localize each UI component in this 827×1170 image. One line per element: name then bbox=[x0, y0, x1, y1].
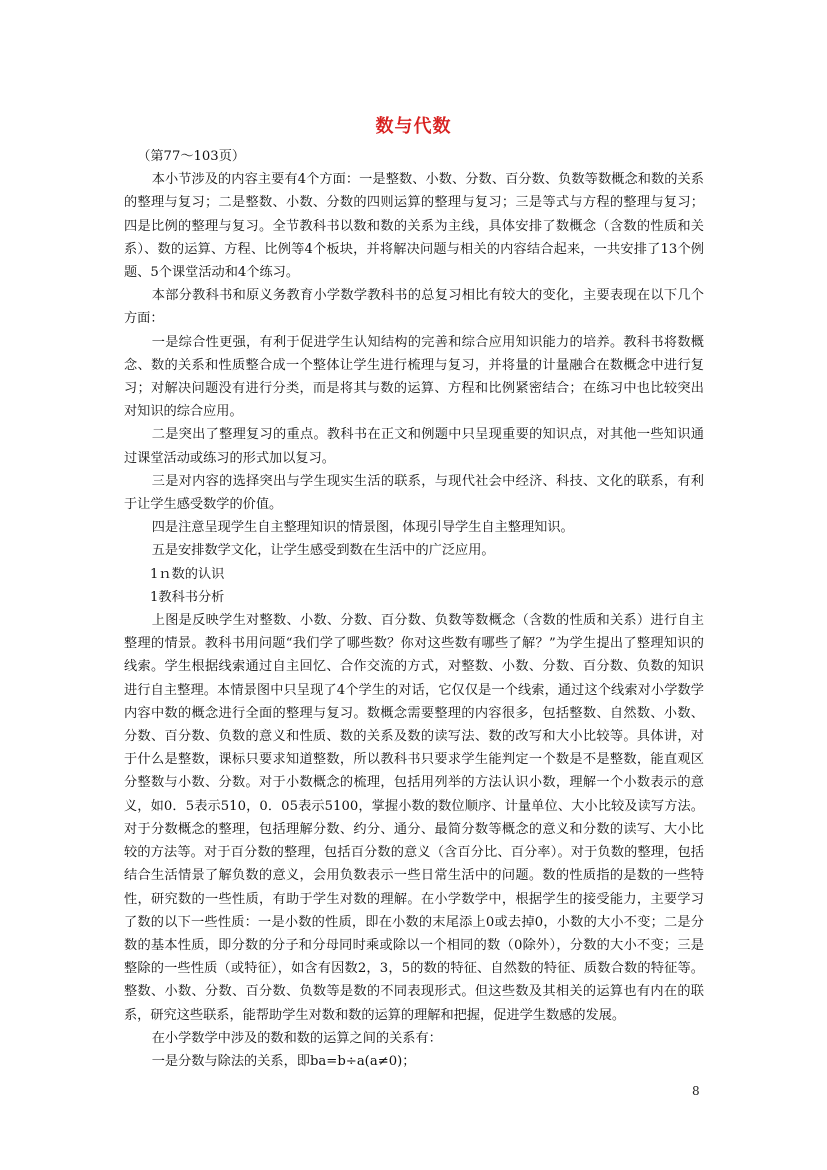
section-heading: 1ｎ数的认识 bbox=[150, 566, 225, 582]
page-number: 8 bbox=[692, 1084, 700, 1098]
paragraph-analysis: 上图是反映学生对整数、小数、分数、百分数、负数等数概念（含数的性质和关系）进行自主整理的情景。教科书用问题“我们学了哪些数？你对这些数有哪些了解？”为学生提出了整理知识的线索。学生根据线索通过自主回忆、合作交流的方式，对整数、小数、分数、百分数、负数的知识进行自主整理。本情景图中只呈现了4个学生的对话，它仅仅是一个线索，通过这个线索对小学数学内容中数的概念进行全面的整理与复习。数概念需要整理的内容很多，包括整数、自然数、小数、分数、百分数、负数的意义和性质、数的关系及数的读写法、数的改写和大小比较等。具体讲，对于什么是整数，课标只要求知道整数，所以教科书只要求学生能判定一个数是不是整数，能直观区分整数与小数、分数。对于小数概念的梳理，包括用列举的方法认识小数，理解一个小数表示的意义，如0．5表示510，0．05表示5100，掌握小数的数位顺序、计量单位、大小比较及读写方法。对于分数概念的整理，包括理解分数、约分、通分、最简分数等概念的意义和分数的读写、大小比较的方法等。对于百分数的整理，包括百分数的意义（含百分比、百分率）。对于负数的整理，包括结合生活情景了解负数的意义，会用负数表示一些日常生活中的问题。数的性质指的是数的一些特性，研究数的一些性质，有助于学生对数的理解。在小学数学中，根据学生的接受能力，主要学习了数的以下一些性质：一是小数的性质，即在小数的末尾添上0或去掉0，小数的大小不变；二是分数的基本性质，即分数的分子和分母同时乘或除以一个相同的数（0除外），分数的大小不变；三是整除的一些性质（或特征），如含有因数2，3，5的数的特征、自然数的特征、质数合数的特征等。整数、小数、分数、百分数、负数等是数的不同表现形式。但这些数及其相关的运算也有内在的联系，研究这些联系，能帮助学生对数和数的运算的理解和把握，促进学生数感的发展。 bbox=[124, 613, 704, 1023]
subsection-heading: 1教科书分析 bbox=[150, 589, 225, 605]
paragraph-changes: 本部分教科书和原义务教育小学数学教科书的总复习相比有较大的变化，主要表现在以下几个方面： bbox=[124, 288, 704, 327]
paragraph-relation-1: 一是分数与除法的关系，即ba=b÷a(a≠0)； bbox=[151, 1053, 416, 1069]
page-range: （第77～103页） bbox=[137, 149, 246, 164]
paragraph-point-4: 四是注意呈现学生自主整理知识的情景图，体现引导学生自主整理知识。 bbox=[151, 520, 574, 536]
paragraph-point-5: 五是安排数学文化，让学生感受到数在生活中的广泛应用。 bbox=[151, 543, 495, 559]
paragraph-point-1: 一是综合性更强，有利于促进学生认知结构的完善和综合应用知识能力的培养。教科书将数概念、数的关系和性质整合成一个整体让学生进行梳理与复习，并将量的计量融合在数概念中进行复习；对解决问题没有进行分类，而是将其与数的运算、方程和比例紧密结合；在练习中也比较突出对知识的综合应用。 bbox=[124, 334, 704, 420]
paragraph-point-2: 二是突出了整理复习的重点。教科书在正文和例题中只呈现重要的知识点，对其他一些知识通过课堂活动或练习的形式加以复习。 bbox=[124, 427, 704, 466]
document-title: 数与代数 bbox=[375, 116, 452, 137]
paragraph-overview: 本小节涉及的内容主要有4个方面：一是整数、小数、分数、百分数、负数等数概念和数的关系的整理与复习；二是整数、小数、分数的四则运算的整理与复习；三是等式与方程的整理与复习；四是比例的整理与复习。全节教科书以数和数的关系为主线，具体安排了数概念（含数的性质和关系）、数的运算、方程、比例等4个板块，并将解决问题与相关的内容结合起来，一共安排了13个例题、5个课堂活动和4个练习。 bbox=[124, 172, 704, 281]
document-body bbox=[124, 145, 704, 1073]
paragraph-relations-intro: 在小学数学中涉及的数和数的运算之间的关系有： bbox=[151, 1030, 442, 1046]
paragraph-point-3: 三是对内容的选择突出与学生现实生活的联系，与现代社会中经济、科技、文化的联系，有利于让学生感受数学的价值。 bbox=[124, 473, 704, 513]
